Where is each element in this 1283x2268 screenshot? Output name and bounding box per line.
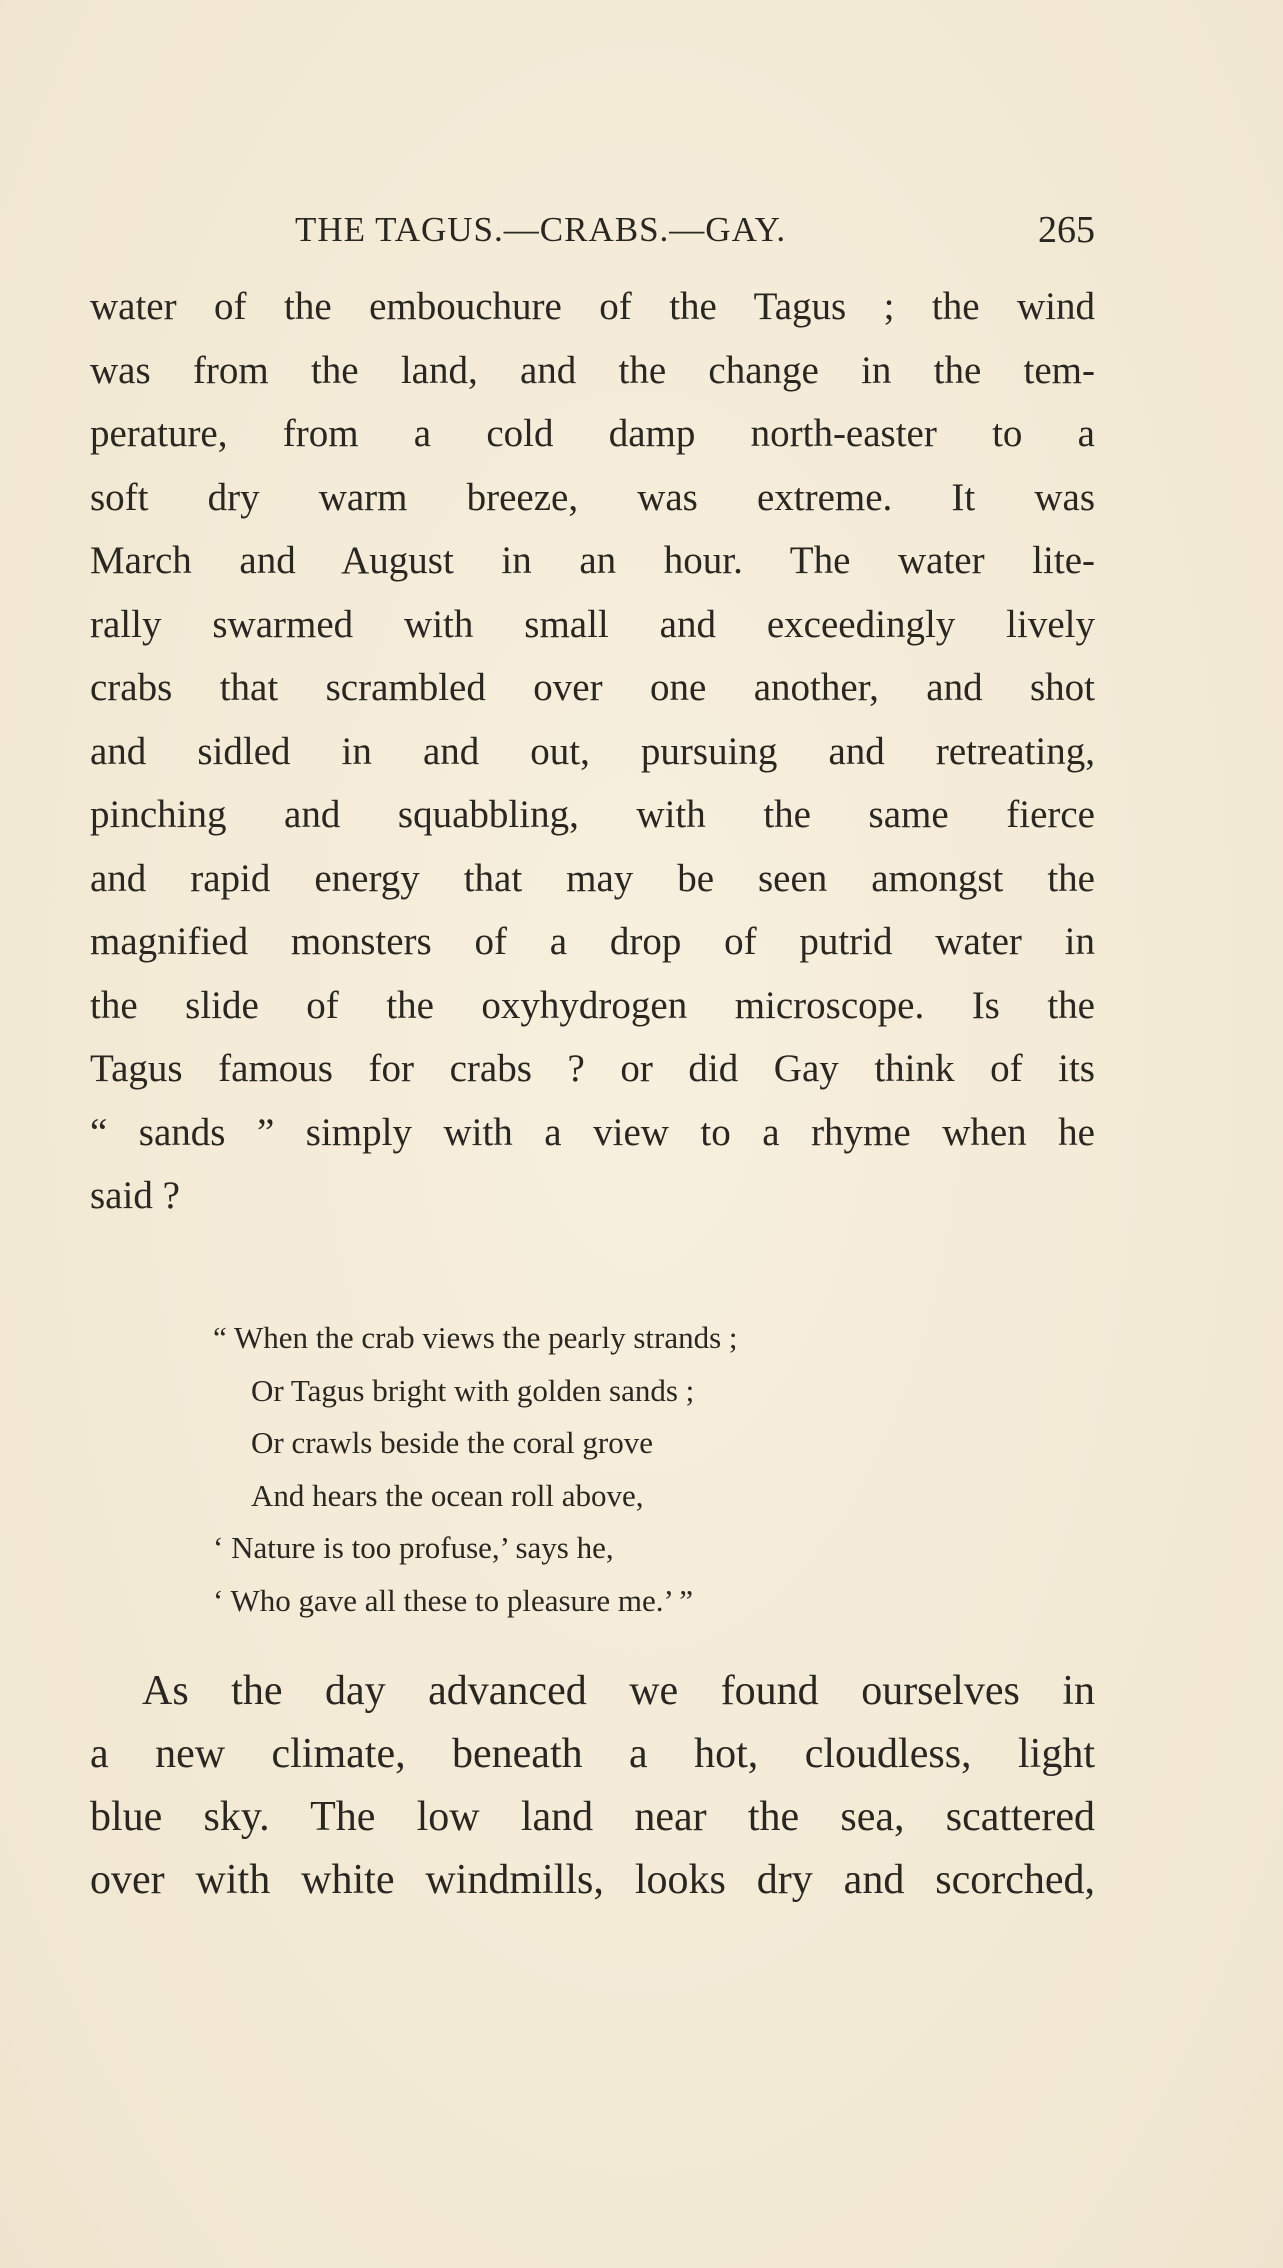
paragraph-line: rally swarmed with small and exceedingly lively: [90, 602, 1095, 646]
paragraph-line: soft dry warm breeze, was extreme. It was: [90, 475, 1095, 519]
verse-line: “ When the crab views the pearly strands ;: [213, 1320, 738, 1355]
paragraph-line: a new climate, beneath a hot, cloudless, light: [90, 1731, 1095, 1777]
paragraph-line: Tagus famous for crabs ? or did Gay think of its: [90, 1047, 1095, 1090]
verse-line: And hears the ocean roll above,: [251, 1477, 644, 1513]
paragraph-line: magnified monsters of a drop of putrid water in: [90, 920, 1095, 963]
paragraph-line: perature, from a cold damp north-easter to a: [90, 412, 1095, 455]
paragraph-1: [90, 275, 1095, 1228]
paragraph-line: As the day advanced we found ourselves in: [142, 1668, 1095, 1714]
verse-line: Or Tagus bright with golden sands ;: [251, 1372, 695, 1408]
paragraph-2: [90, 1660, 1095, 1912]
paragraph-line: was from the land, and the change in the tem-: [90, 348, 1095, 392]
running-head: [90, 205, 1095, 255]
paragraph-line: and sidled in and out, pursuing and retreating,: [90, 729, 1095, 773]
page-number: 265: [1038, 209, 1095, 251]
running-head-title: THE TAGUS.—CRABS.—GAY.: [295, 210, 787, 249]
paragraph-line: crabs that scrambled over one another, and shot: [90, 666, 1095, 709]
paragraph-line: and rapid energy that may be seen amongst the: [90, 856, 1095, 900]
verse-line: ‘ Nature is too profuse,’ says he,: [213, 1530, 614, 1565]
paragraph-line: said ?: [90, 1174, 180, 1217]
verse-line: ‘ Who gave all these to pleasure me.’ ”: [213, 1582, 694, 1618]
paragraph-line: over with white windmills, looks dry and scorched,: [90, 1857, 1095, 1903]
paragraph-line: pinching and squabbling, with the same fierce: [90, 793, 1095, 836]
verse-line: Or crawls beside the coral grove: [251, 1425, 653, 1460]
paragraph-line: the slide of the oxyhydrogen microscope. Is the: [90, 983, 1095, 1027]
paragraph-line: “ sands ” simply with a view to a rhyme when he: [90, 1110, 1095, 1154]
paragraph-line: water of the embouchure of the Tagus ; the wind: [90, 285, 1095, 328]
verse-quotation: [213, 1312, 973, 1627]
paragraph-line: blue sky. The low land near the sea, scattered: [90, 1794, 1095, 1840]
paragraph-line: March and August in an hour. The water lite-: [90, 539, 1095, 582]
